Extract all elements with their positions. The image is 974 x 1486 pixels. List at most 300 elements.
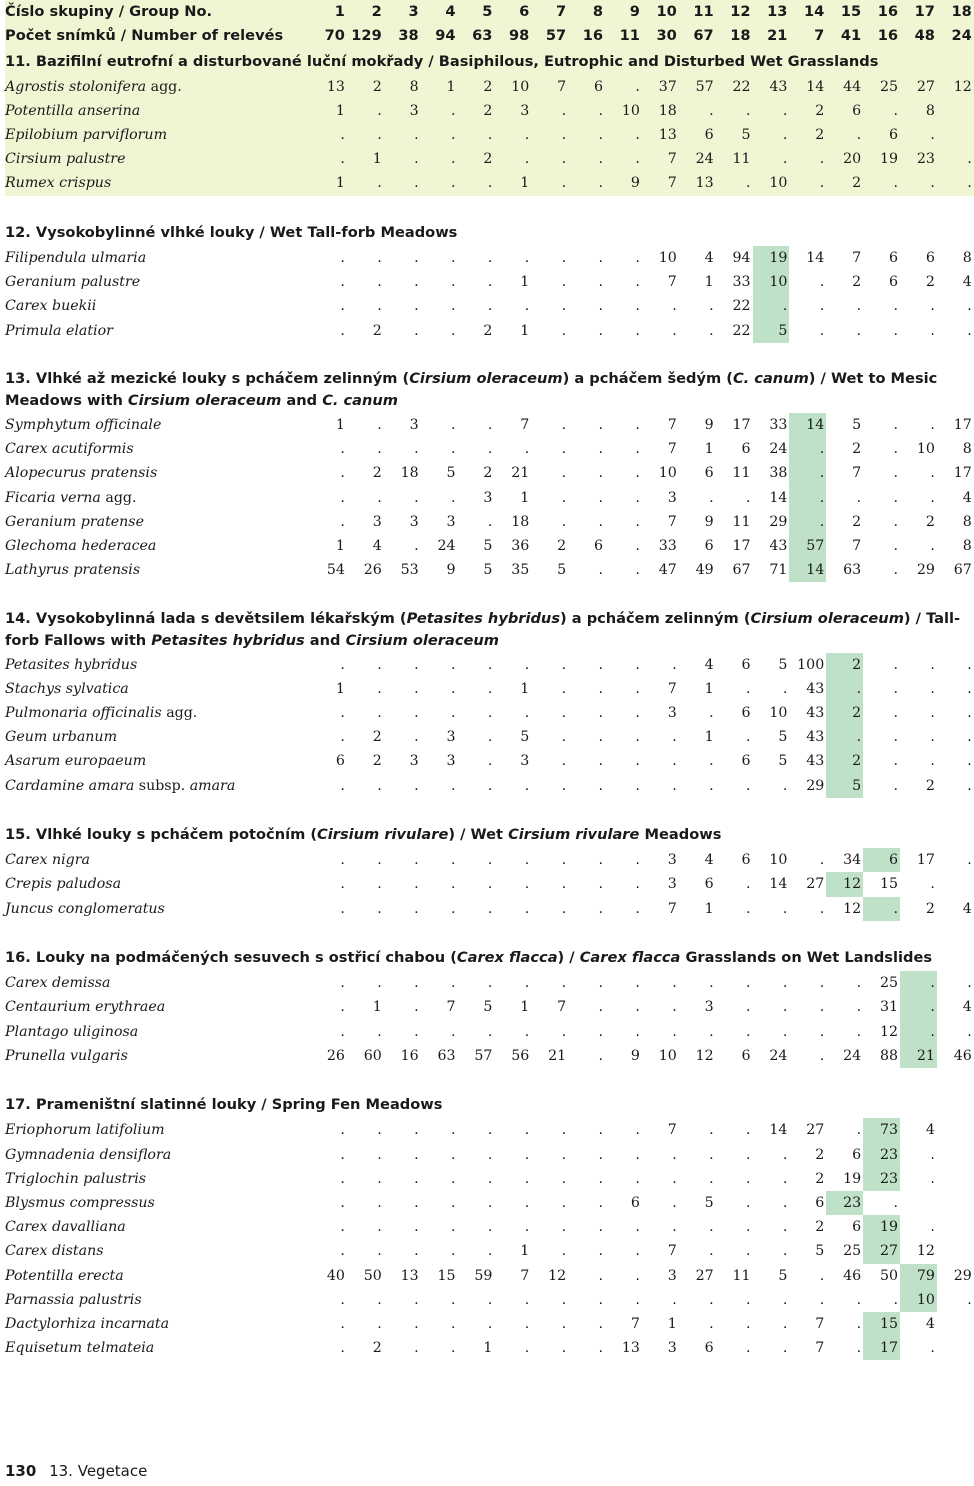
frequency-cell: . bbox=[450, 777, 456, 794]
header-cell: 6 bbox=[494, 0, 531, 24]
diagnostic-frequency-cell: . bbox=[900, 1020, 937, 1044]
diagnostic-frequency-cell: 5 bbox=[826, 774, 863, 798]
frequency-cell: 1 bbox=[483, 1340, 493, 1357]
species-row bbox=[5, 872, 974, 896]
frequency-cell: 2 bbox=[372, 465, 382, 482]
frequency-cell: 53 bbox=[400, 562, 419, 579]
frequency-cell: . bbox=[450, 249, 456, 266]
frequency-cell: . bbox=[487, 1243, 493, 1260]
frequency-cell: 100 bbox=[797, 656, 825, 673]
diagnostic-frequency-cell: 19 bbox=[863, 1215, 900, 1239]
spacer-cell bbox=[5, 196, 974, 220]
frequency-cell: . bbox=[414, 852, 419, 869]
diagnostic-frequency-cell: . bbox=[863, 897, 900, 921]
frequency-cell: 2 bbox=[347, 75, 384, 99]
frequency-cell: . bbox=[856, 298, 862, 315]
header-cell: 11 bbox=[679, 0, 716, 24]
page-footer bbox=[5, 1462, 147, 1480]
species-name: Symphytum officinale bbox=[5, 416, 162, 433]
species-row bbox=[5, 510, 974, 534]
header-cell: 12 bbox=[716, 0, 753, 24]
frequency-cell: . bbox=[487, 1170, 493, 1187]
species-name: Plantago uliginosa bbox=[5, 1023, 139, 1040]
frequency-cell: . bbox=[598, 322, 603, 339]
header-cell: 30 bbox=[642, 24, 679, 48]
diagnostic-frequency-cell: 10 bbox=[753, 270, 790, 294]
frequency-cell: . bbox=[421, 147, 458, 171]
frequency-cell: 17 bbox=[916, 852, 935, 869]
frequency-cell: 9 bbox=[630, 1047, 640, 1064]
frequency-cell: 5 bbox=[557, 562, 567, 579]
group-title: 16. Louky na podmáčených sesuvech s ostřicí chabou (Carex flacca) / Carex flacca Grasslands on Wet Landslides bbox=[5, 949, 933, 967]
frequency-cell: . bbox=[561, 680, 567, 697]
frequency-cell: 25 bbox=[879, 975, 898, 992]
group-title: 17. Prameništní slatinné louky / Spring Fen Meadows bbox=[5, 1096, 443, 1114]
frequency-cell: . bbox=[450, 900, 456, 917]
frequency-cell: . bbox=[672, 1023, 677, 1040]
frequency-cell: 10 bbox=[658, 1047, 677, 1064]
spacer-cell bbox=[5, 921, 974, 945]
frequency-cell: . bbox=[414, 705, 419, 721]
frequency-cell: 2 bbox=[815, 1219, 825, 1236]
species-name: Geum urbanum bbox=[5, 729, 118, 746]
header-cell: 70 bbox=[310, 24, 347, 48]
species-name: Stachys sylvatica bbox=[5, 680, 129, 697]
frequency-cell: . bbox=[635, 729, 640, 746]
frequency-cell: . bbox=[524, 852, 530, 869]
frequency-cell: 7 bbox=[852, 465, 862, 482]
frequency-cell: . bbox=[561, 249, 567, 266]
frequency-cell: . bbox=[450, 274, 456, 291]
frequency-cell: 8 bbox=[962, 538, 972, 554]
species-name: Pulmonaria officinalis agg. bbox=[5, 705, 198, 721]
frequency-cell: 10 bbox=[916, 441, 935, 458]
frequency-cell: 2 bbox=[483, 465, 493, 482]
frequency-cell: . bbox=[782, 1219, 788, 1236]
frequency-cell: . bbox=[672, 1291, 677, 1308]
frequency-cell: 10 bbox=[658, 465, 677, 482]
frequency-cell: 5 bbox=[815, 1243, 825, 1260]
frequency-cell: 27 bbox=[806, 876, 825, 893]
frequency-cell: . bbox=[930, 876, 935, 893]
frequency-cell: . bbox=[635, 656, 640, 673]
frequency-cell: . bbox=[598, 562, 603, 579]
diagnostic-frequency-cell: 6 bbox=[863, 848, 900, 872]
frequency-cell: . bbox=[524, 1146, 530, 1163]
species-row bbox=[5, 99, 974, 123]
frequency-cell: 54 bbox=[326, 562, 345, 579]
header-cell: 41 bbox=[826, 24, 863, 48]
frequency-cell: . bbox=[414, 1023, 419, 1040]
frequency-cell: . bbox=[561, 777, 567, 794]
frequency-cell: . bbox=[414, 538, 419, 554]
frequency-cell: 17 bbox=[953, 416, 972, 433]
species-row bbox=[5, 677, 974, 701]
frequency-cell: . bbox=[782, 1340, 788, 1357]
frequency-cell: 6 bbox=[568, 75, 605, 99]
frequency-cell: . bbox=[635, 999, 640, 1016]
frequency-cell: 24 bbox=[679, 147, 716, 171]
species-row bbox=[5, 774, 974, 798]
frequency-cell: . bbox=[487, 753, 493, 770]
frequency-cell: 1 bbox=[520, 680, 530, 697]
frequency-cell: 2 bbox=[815, 1146, 825, 1163]
frequency-cell: . bbox=[782, 680, 788, 697]
frequency-cell: . bbox=[450, 705, 456, 721]
frequency-cell: . bbox=[340, 465, 345, 482]
frequency-cell: . bbox=[893, 562, 898, 579]
frequency-cell: . bbox=[524, 298, 530, 315]
frequency-cell: . bbox=[421, 99, 458, 123]
frequency-cell: . bbox=[347, 99, 384, 123]
frequency-cell: . bbox=[377, 876, 382, 893]
frequency-cell: . bbox=[384, 123, 421, 147]
frequency-cell: 43 bbox=[806, 753, 825, 770]
frequency-cell: . bbox=[819, 322, 825, 339]
diagnostic-frequency-cell: 15 bbox=[863, 1312, 900, 1336]
frequency-cell bbox=[937, 1239, 974, 1263]
frequency-cell: 18 bbox=[642, 99, 679, 123]
frequency-cell: 26 bbox=[326, 1047, 345, 1064]
frequency-cell: 12 bbox=[916, 1243, 935, 1260]
frequency-cell: . bbox=[900, 123, 937, 147]
frequency-cell: . bbox=[709, 298, 714, 315]
species-name: Epilobium parviflorum bbox=[5, 123, 310, 147]
header-cell: 57 bbox=[531, 24, 568, 48]
frequency-cell: . bbox=[561, 513, 567, 530]
group-heading-row bbox=[5, 220, 974, 246]
frequency-cell: . bbox=[819, 999, 825, 1016]
diagnostic-frequency-cell: . bbox=[789, 461, 826, 485]
frequency-cell: 17 bbox=[732, 416, 751, 433]
species-name: Potentilla erecta bbox=[5, 1267, 124, 1284]
diagnostic-frequency-cell: 17 bbox=[863, 1336, 900, 1360]
frequency-cell: . bbox=[340, 852, 345, 869]
frequency-cell: 40 bbox=[326, 1267, 345, 1284]
frequency-cell: 6 bbox=[888, 249, 898, 266]
frequency-cell bbox=[900, 1191, 937, 1215]
frequency-cell: . bbox=[414, 322, 419, 339]
frequency-cell: 6 bbox=[888, 274, 898, 291]
frequency-cell: . bbox=[782, 1146, 788, 1163]
frequency-cell: . bbox=[930, 538, 935, 554]
header-cell: 11 bbox=[605, 24, 642, 48]
frequency-cell: 1 bbox=[335, 680, 345, 697]
species-name: Alopecurus pratensis bbox=[5, 465, 158, 482]
frequency-cell: . bbox=[561, 1243, 567, 1260]
frequency-cell: . bbox=[524, 705, 530, 721]
species-row bbox=[5, 147, 974, 171]
frequency-cell: 13 bbox=[642, 123, 679, 147]
group-heading-row bbox=[5, 367, 974, 413]
frequency-cell: . bbox=[598, 441, 603, 458]
frequency-cell: 9 bbox=[704, 513, 714, 530]
frequency-cell: 6 bbox=[741, 656, 751, 673]
species-row bbox=[5, 701, 974, 725]
header-cell: 8 bbox=[568, 0, 605, 24]
frequency-cell: 3 bbox=[494, 99, 531, 123]
frequency-cell: 25 bbox=[843, 1243, 862, 1260]
frequency-cell: . bbox=[709, 1291, 714, 1308]
diagnostic-frequency-cell: . bbox=[753, 294, 790, 318]
frequency-cell: 6 bbox=[630, 1194, 640, 1211]
frequency-cell: . bbox=[967, 298, 972, 315]
frequency-cell: . bbox=[605, 123, 642, 147]
header-cell: 18 bbox=[716, 24, 753, 48]
frequency-cell: 2 bbox=[852, 513, 862, 530]
frequency-cell: . bbox=[745, 876, 751, 893]
frequency-cell: . bbox=[863, 99, 900, 123]
frequency-cell: . bbox=[893, 513, 898, 530]
species-row bbox=[5, 1312, 974, 1336]
frequency-cell: 12 bbox=[548, 1267, 567, 1284]
frequency-cell: . bbox=[561, 465, 567, 482]
group-title: 11. Bazifilní eutrofní a disturbované luční mokřady / Basiphilous, Eutrophic and Disturbed Wet Grasslands bbox=[5, 48, 974, 74]
frequency-cell: . bbox=[893, 680, 898, 697]
frequency-cell: . bbox=[487, 441, 493, 458]
frequency-cell: . bbox=[450, 489, 456, 506]
frequency-cell: . bbox=[819, 900, 825, 917]
frequency-cell: . bbox=[893, 441, 898, 458]
frequency-cell: . bbox=[672, 1170, 677, 1187]
frequency-cell: . bbox=[340, 1219, 345, 1236]
frequency-cell: . bbox=[856, 1291, 862, 1308]
frequency-cell: 3 bbox=[667, 1340, 677, 1357]
frequency-cell: 24 bbox=[769, 1047, 788, 1064]
frequency-cell: . bbox=[458, 123, 495, 147]
species-row bbox=[5, 995, 974, 1019]
frequency-cell bbox=[937, 123, 974, 147]
species-row bbox=[5, 848, 974, 872]
frequency-cell: . bbox=[635, 538, 640, 554]
frequency-cell: . bbox=[709, 975, 714, 992]
frequency-cell: 5 bbox=[778, 729, 788, 746]
frequency-cell: . bbox=[524, 876, 530, 893]
frequency-cell: . bbox=[340, 1023, 345, 1040]
frequency-cell: 3 bbox=[520, 753, 530, 770]
frequency-cell: . bbox=[598, 1315, 603, 1332]
frequency-cell: . bbox=[561, 705, 567, 721]
frequency-cell: . bbox=[524, 441, 530, 458]
frequency-cell: 7 bbox=[815, 1340, 825, 1357]
frequency-cell: . bbox=[745, 1122, 751, 1139]
frequency-cell: 10 bbox=[605, 99, 642, 123]
header-cell: 98 bbox=[494, 24, 531, 48]
frequency-cell: . bbox=[487, 1315, 493, 1332]
frequency-cell: . bbox=[598, 900, 603, 917]
frequency-cell: . bbox=[450, 876, 456, 893]
spacer-cell bbox=[5, 343, 974, 367]
frequency-cell: . bbox=[450, 1194, 456, 1211]
header-cell: 48 bbox=[900, 24, 937, 48]
frequency-cell: 2 bbox=[789, 99, 826, 123]
diagnostic-frequency-cell: . bbox=[716, 171, 753, 195]
frequency-cell: . bbox=[893, 538, 898, 554]
frequency-cell: 15 bbox=[879, 876, 898, 893]
frequency-cell: . bbox=[487, 1194, 493, 1211]
frequency-cell: 67 bbox=[732, 562, 751, 579]
frequency-cell: 12 bbox=[695, 1047, 714, 1064]
frequency-cell: 1 bbox=[310, 171, 347, 195]
frequency-cell: 2 bbox=[458, 75, 495, 99]
frequency-cell: 33 bbox=[732, 274, 751, 291]
frequency-cell: 15 bbox=[437, 1267, 456, 1284]
frequency-cell: 2 bbox=[372, 753, 382, 770]
frequency-cell: . bbox=[745, 1291, 751, 1308]
frequency-cell: 5 bbox=[520, 729, 530, 746]
frequency-cell: . bbox=[930, 680, 935, 697]
frequency-cell: 2 bbox=[483, 322, 493, 339]
frequency-cell: 5 bbox=[716, 123, 753, 147]
spacer-cell bbox=[5, 1068, 974, 1092]
frequency-cell: . bbox=[487, 876, 493, 893]
frequency-cell: 5 bbox=[778, 753, 788, 770]
species-name: Filipendula ulmaria bbox=[5, 249, 147, 266]
frequency-cell: . bbox=[561, 1219, 567, 1236]
frequency-cell: . bbox=[598, 1267, 603, 1284]
frequency-cell: . bbox=[310, 123, 347, 147]
frequency-cell: . bbox=[745, 1194, 751, 1211]
species-name: Agrostis stolonifera agg. bbox=[5, 75, 310, 99]
frequency-cell: . bbox=[340, 705, 345, 721]
frequency-cell: . bbox=[414, 876, 419, 893]
frequency-cell: . bbox=[377, 656, 382, 673]
frequency-cell: 2 bbox=[372, 1340, 382, 1357]
frequency-cell bbox=[937, 1312, 974, 1336]
species-name: Carex davalliana bbox=[5, 1219, 126, 1236]
frequency-cell: 1 bbox=[372, 999, 382, 1016]
frequency-cell: . bbox=[967, 656, 972, 673]
frequency-cell: 8 bbox=[900, 99, 937, 123]
frequency-cell: . bbox=[450, 1170, 456, 1187]
frequency-cell: 3 bbox=[446, 513, 456, 530]
frequency-cell: 4 bbox=[962, 900, 972, 917]
frequency-cell: . bbox=[745, 975, 751, 992]
frequency-cell: . bbox=[347, 123, 384, 147]
frequency-cell: 5 bbox=[778, 656, 788, 673]
frequency-cell: . bbox=[340, 249, 345, 266]
frequency-cell: . bbox=[745, 1315, 751, 1332]
frequency-cell: 4 bbox=[962, 999, 972, 1016]
frequency-cell: . bbox=[340, 274, 345, 291]
frequency-cell: . bbox=[487, 729, 493, 746]
frequency-cell: . bbox=[745, 1219, 751, 1236]
frequency-cell: . bbox=[340, 1146, 345, 1163]
frequency-cell: . bbox=[709, 1122, 714, 1139]
species-name: Gymnadenia densiflora bbox=[5, 1146, 172, 1163]
header-cell: 1 bbox=[310, 0, 347, 24]
diagnostic-frequency-cell: 2 bbox=[826, 749, 863, 773]
frequency-cell: . bbox=[782, 1291, 788, 1308]
frequency-cell: 7 bbox=[815, 1315, 825, 1332]
frequency-cell: 13 bbox=[310, 75, 347, 99]
frequency-cell: 6 bbox=[925, 249, 935, 266]
frequency-cell: 56 bbox=[511, 1047, 530, 1064]
frequency-cell: . bbox=[930, 1340, 935, 1357]
header-cell: 16 bbox=[568, 24, 605, 48]
frequency-cell: . bbox=[561, 441, 567, 458]
frequency-cell: 11 bbox=[732, 1267, 751, 1284]
frequency-cell: . bbox=[598, 1170, 603, 1187]
frequency-cell: . bbox=[377, 1243, 382, 1260]
frequency-cell: 7 bbox=[667, 900, 677, 917]
frequency-cell: . bbox=[377, 441, 382, 458]
frequency-cell: 19 bbox=[863, 147, 900, 171]
frequency-cell: 11 bbox=[732, 513, 751, 530]
species-row bbox=[5, 1215, 974, 1239]
frequency-cell: . bbox=[450, 441, 456, 458]
frequency-cell: 2 bbox=[557, 538, 567, 554]
frequency-cell: . bbox=[598, 465, 603, 482]
species-name: Geranium palustre bbox=[5, 274, 141, 291]
frequency-cell bbox=[937, 1118, 974, 1142]
frequency-cell: . bbox=[384, 171, 421, 195]
species-name: Dactylorhiza incarnata bbox=[5, 1315, 170, 1332]
frequency-cell: 33 bbox=[658, 538, 677, 554]
frequency-cell: . bbox=[450, 1243, 456, 1260]
frequency-cell: 4 bbox=[962, 274, 972, 291]
frequency-cell: . bbox=[893, 322, 898, 339]
group-spacer bbox=[5, 343, 974, 367]
frequency-cell: 2 bbox=[458, 99, 495, 123]
frequency-cell: . bbox=[487, 900, 493, 917]
frequency-cell: . bbox=[635, 1146, 640, 1163]
frequency-cell: 47 bbox=[658, 562, 677, 579]
frequency-cell: 7 bbox=[630, 1315, 640, 1332]
frequency-cell: 29 bbox=[953, 1267, 972, 1284]
species-row bbox=[5, 653, 974, 677]
frequency-cell: 1 bbox=[667, 1315, 677, 1332]
frequency-cell: . bbox=[487, 1122, 493, 1139]
frequency-cell: . bbox=[414, 999, 419, 1016]
species-row bbox=[5, 1044, 974, 1068]
species-row bbox=[5, 1118, 974, 1142]
frequency-cell: . bbox=[414, 441, 419, 458]
frequency-cell: . bbox=[450, 1340, 456, 1357]
frequency-cell: . bbox=[893, 705, 898, 721]
frequency-cell: . bbox=[414, 777, 419, 794]
diagnostic-frequency-cell: . bbox=[900, 971, 937, 995]
frequency-cell: . bbox=[487, 975, 493, 992]
frequency-cell: . bbox=[561, 1340, 567, 1357]
species-name: Glechoma hederacea bbox=[5, 538, 157, 554]
frequency-cell: . bbox=[635, 298, 640, 315]
frequency-cell: 43 bbox=[753, 75, 790, 99]
frequency-cell: 6 bbox=[741, 441, 751, 458]
frequency-cell: . bbox=[635, 513, 640, 530]
frequency-cell: 4 bbox=[962, 489, 972, 506]
frequency-cell: . bbox=[967, 1291, 972, 1308]
frequency-cell: . bbox=[377, 777, 382, 794]
frequency-cell: . bbox=[340, 441, 345, 458]
frequency-cell: 1 bbox=[520, 274, 530, 291]
frequency-cell: . bbox=[487, 513, 493, 530]
spacer-cell bbox=[5, 798, 974, 822]
frequency-cell: . bbox=[414, 1219, 419, 1236]
frequency-cell: 6 bbox=[704, 876, 714, 893]
frequency-cell: 6 bbox=[704, 465, 714, 482]
group-spacer bbox=[5, 1068, 974, 1092]
species-row bbox=[5, 1336, 974, 1360]
diagnostic-frequency-cell: 6 bbox=[679, 123, 716, 147]
frequency-cell: 3 bbox=[446, 753, 456, 770]
frequency-cell: 7 bbox=[667, 416, 677, 433]
frequency-cell: . bbox=[967, 852, 972, 869]
frequency-cell: . bbox=[635, 465, 640, 482]
frequency-cell: . bbox=[635, 753, 640, 770]
frequency-cell: . bbox=[414, 1122, 419, 1139]
frequency-cell: . bbox=[487, 656, 493, 673]
